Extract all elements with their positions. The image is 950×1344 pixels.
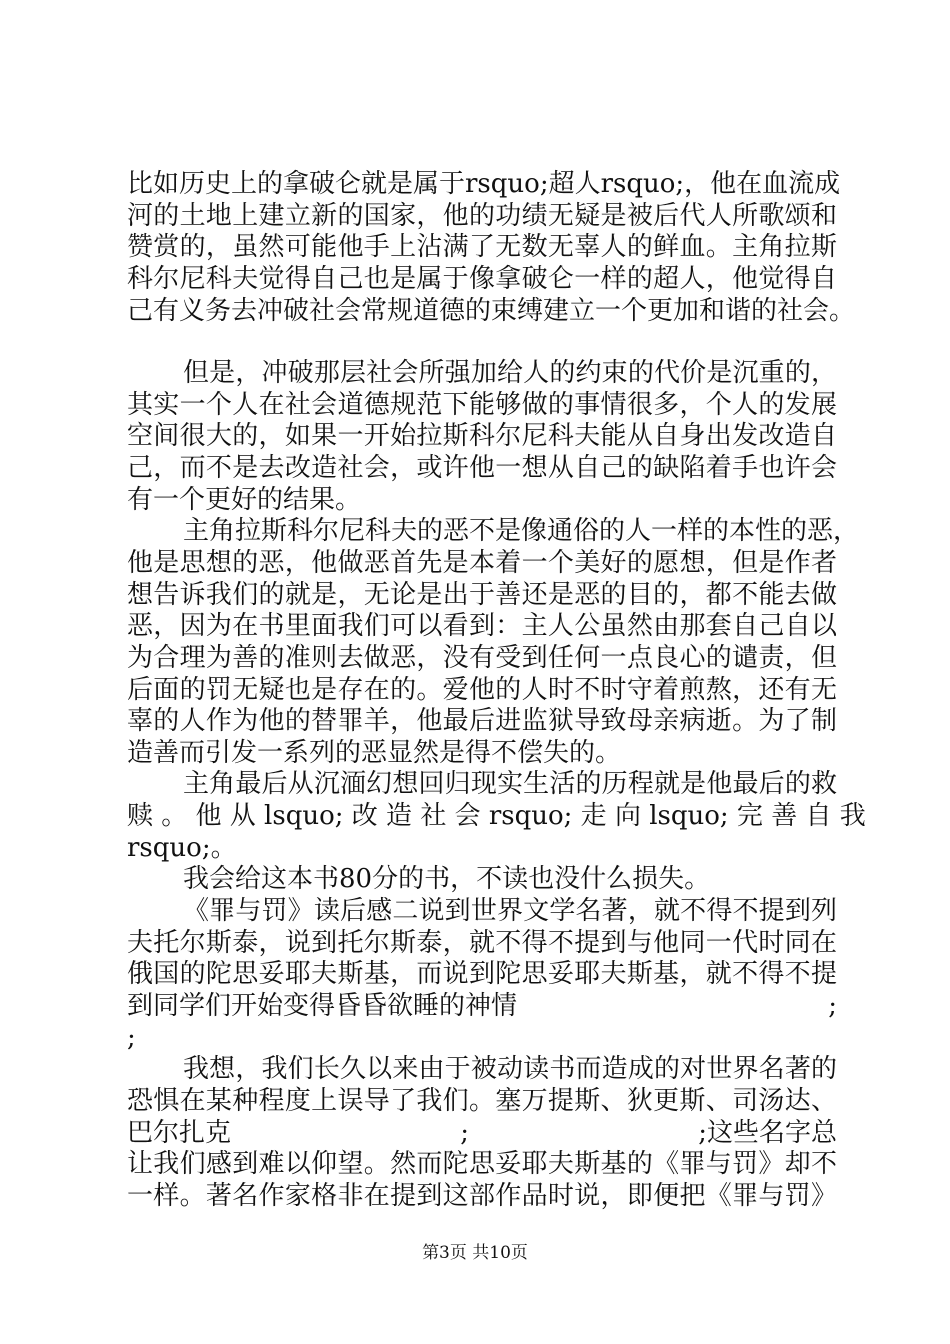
page-footer: 第3页 共10页 (422, 1243, 528, 1263)
text-line: 恐惧在某种程度上误导了我们。塞万提斯、狄更斯、司汤达、 (127, 1086, 837, 1116)
text-line: 我会给这本书80分的书，不读也没什么损失。 (183, 864, 711, 894)
text-line: 造善而引发一系列的恶显然是得不偿失的。 (127, 738, 622, 768)
text-line: 为合理为善的准则去做恶，没有受到任何一点良心的谴责，但 (127, 643, 837, 673)
text-line: 他是思想的恶，他做恶首先是本着一个美好的愿想，但是作者 (127, 548, 837, 578)
text-line: 让我们感到难以仰望。然而陀思妥耶夫斯基的《罪与罚》却不 (127, 1149, 837, 1179)
text-line: 恶，因为在书里面我们可以看到：主人公虽然由那套自己自以 (127, 611, 837, 641)
text-line (127, 991, 837, 1021)
text-line: 夫托尔斯泰，说到托尔斯泰，就不得不提到与他同一代时同在 (127, 928, 837, 958)
text-line: 后面的罚无疑也是存在的。爱他的人时不时守着煎熬，还有无 (127, 675, 837, 705)
text-segment: ; (828, 991, 837, 1021)
text-line: 俄国的陀思妥耶夫斯基，而说到陀思妥耶夫斯基，就不得不提 (127, 959, 837, 989)
text-line: 有一个更好的结果。 (127, 485, 362, 515)
text-line: 河的土地上建立新的国家，他的功绩无疑是被后代人所歌颂和 (127, 201, 837, 231)
text-segment: 到同学们开始变得昏昏欲睡的神情 (127, 991, 518, 1021)
text-line: 《罪与罚》读后感二说到世界文学名著，就不得不提到列 (183, 896, 837, 926)
text-line: rsquo;。 (127, 833, 237, 863)
text-line: 我想，我们长久以来由于被动读书而造成的对世界名著的 (183, 1054, 837, 1084)
text-line: 己有义务去冲破社会常规道德的束缚建立一个更加和谐的社会。 (127, 296, 856, 326)
text-line: 空间很大的，如果一开始拉斯科尔尼科夫能从自身出发改造自 (127, 421, 837, 451)
text-line: 赎 。 他 从 lsquo; 改 造 社 会 rsquo; 走 向 lsquo; 完 善 自 我 (127, 801, 866, 831)
text-line: 但是，冲破那层社会所强加给人的约束的代价是沉重的， (183, 358, 837, 388)
text-segment: ;这些名字总 (698, 1118, 837, 1148)
text-line: 己，而不是去改造社会，或许他一想从自己的缺陷着手也许会 (127, 453, 837, 483)
text-segment: 巴尔扎克 (127, 1118, 232, 1148)
text-line: 赞赏的，虽然可能他手上沾满了无数无辜人的鲜血。主角拉斯 (127, 232, 837, 262)
text-line: ; (127, 1023, 136, 1053)
text-line: 科尔尼科夫觉得自己也是属于像拿破仑一样的超人，他觉得自 (127, 264, 837, 294)
text-segment: ; (460, 1118, 469, 1148)
text-line: 一样。著名作家格非在提到这部作品时说，即便把《罪与罚》 (127, 1181, 837, 1211)
text-line: 比如历史上的拿破仑就是属于rsquo;超人rsquo;，他在血流成 (127, 169, 841, 199)
text-line: 主角最后从沉湎幻想回归现实生活的历程就是他最后的救 (183, 769, 837, 799)
text-line (127, 1118, 837, 1148)
text-line: 辜的人作为他的替罪羊，他最后进监狱导致母亲病逝。为了制 (127, 706, 837, 736)
text-line: 其实一个人在社会道德规范下能够做的事情很多，个人的发展 (127, 390, 837, 420)
text-line: 主角拉斯科尔尼科夫的恶不是像通俗的人一样的本性的恶， (183, 516, 860, 546)
text-line: 想告诉我们的就是，无论是出于善还是恶的目的，都不能去做 (127, 580, 837, 610)
